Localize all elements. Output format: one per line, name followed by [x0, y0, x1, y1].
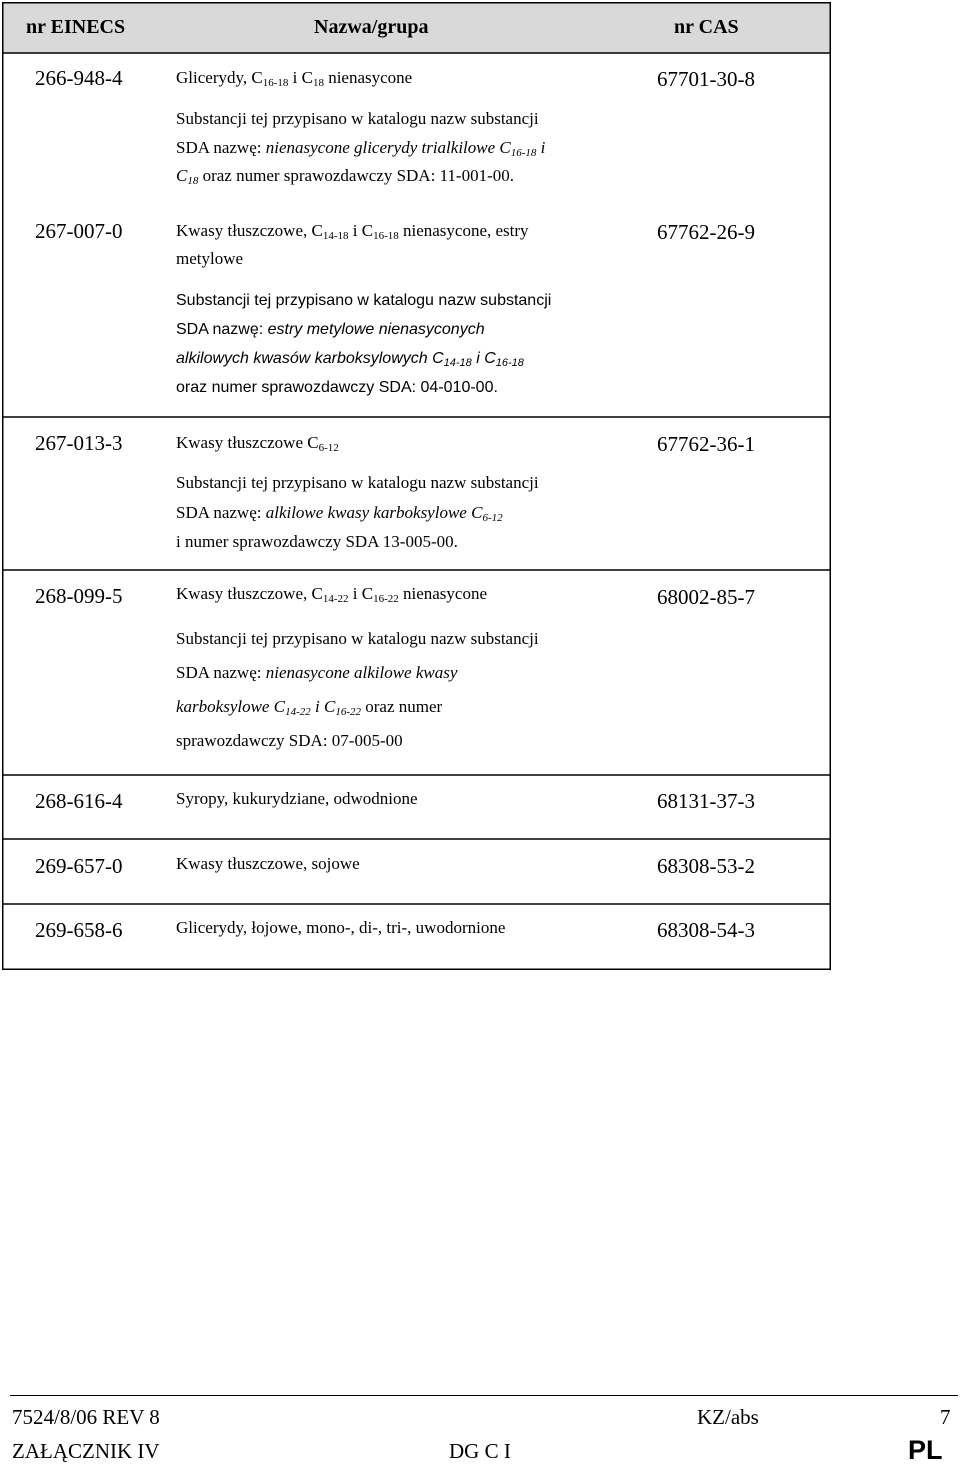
page-footer: [0, 1395, 960, 1466]
cas-number: 67762-26-9: [657, 220, 755, 244]
substance-name: Syropy, kukurydziane, odwodnione: [176, 789, 418, 808]
einecs-number: 267-013-3: [35, 431, 123, 455]
author-initials: KZ/abs: [697, 1405, 759, 1429]
language-code: PL: [908, 1435, 943, 1465]
sda-note-line: Substancji tej przypisano w katalogu nazw substancji: [176, 292, 552, 309]
einecs-number: 268-616-4: [35, 789, 123, 813]
cas-number: 68002-85-7: [657, 585, 755, 609]
einecs-number: 267-007-0: [35, 219, 123, 243]
substance-table: [2, 2, 831, 970]
cas-number: 68308-54-3: [657, 918, 755, 942]
sda-note-line: karboksylowe $C_{14-22}$ i $C_{16-22}$ oraz numer: [176, 697, 443, 718]
doc-reference: 7524/8/06 REV 8: [12, 1405, 160, 1429]
header-einecs: nr EINECS: [26, 16, 126, 38]
sda-note-line: $C_{18}$ oraz numer sprawozdawczy SDA: 11-001-00.: [176, 166, 515, 187]
cas-number: 67701-30-8: [657, 67, 755, 91]
page-number: 7: [940, 1405, 951, 1429]
cas-number: 67762-36-1: [657, 432, 755, 456]
substance-name-continued: metylowe: [176, 249, 244, 268]
sda-note-line: Substancji tej przypisano w katalogu nazw substancji: [176, 109, 539, 128]
sda-note-line: sprawozdawczy SDA: 07-005-00: [176, 731, 403, 750]
einecs-number: 269-657-0: [35, 854, 123, 878]
substance-name: Glicerydy, łojowe, mono-, di-, tri-, uwodornione: [176, 918, 506, 937]
footer-rule: [10, 1395, 958, 1396]
substance-name: Kwasy tłuszczowe, sojowe: [176, 854, 360, 873]
cas-number: 68308-53-2: [657, 854, 755, 878]
substance-name: Glicerydy, $C_{16-18}$ i $C_{18}$ nienasycone: [176, 68, 413, 89]
annex-label: ZAŁĄCZNIK IV: [12, 1439, 160, 1463]
sda-note-line: SDA nazwę: alkilowe kwasy karboksylowe $C_{6-12}$: [176, 503, 503, 524]
header-cas: nr CAS: [674, 16, 739, 38]
einecs-number: 268-099-5: [35, 584, 123, 608]
sda-note-line: i numer sprawozdawczy SDA 13-005-00.: [176, 532, 458, 551]
sda-note-line: oraz numer sprawozdawczy SDA: 04-010-00.: [176, 379, 498, 396]
substance-name: Kwasy tłuszczowe, $C_{14-18}$ i $C_{16-18}$ nienasycone, estry: [176, 221, 529, 242]
sda-note-line: SDA nazwę: nienasycone alkilowe kwasy: [176, 663, 458, 682]
substance-name: Kwasy tłuszczowe, $C_{14-22}$ i $C_{16-22}$ nienasycone: [176, 584, 488, 605]
sda-note-line: alkilowych kwasów karboksylowych $C_{14-18}$ i $C_{16-18}$: [176, 350, 524, 369]
sda-note-line: Substancji tej przypisano w katalogu nazw substancji: [176, 629, 539, 648]
cas-number: 68131-37-3: [657, 789, 755, 813]
sda-note-line: SDA nazwę: nienasycone glicerydy trialkilowe $C_{16-18}$ i: [176, 138, 546, 159]
header-name: Nazwa/grupa: [314, 16, 429, 38]
sda-note-line: Substancji tej przypisano w katalogu nazw substancji: [176, 473, 539, 492]
sda-note-line: SDA nazwę: estry metylowe nienasyconych: [176, 321, 485, 338]
directorate-label: DG C I: [449, 1439, 511, 1463]
einecs-number: 266-948-4: [35, 66, 123, 90]
substance-name: Kwasy tłuszczowe $C_{6-12}$: [176, 433, 339, 454]
einecs-number: 269-658-6: [35, 918, 123, 942]
